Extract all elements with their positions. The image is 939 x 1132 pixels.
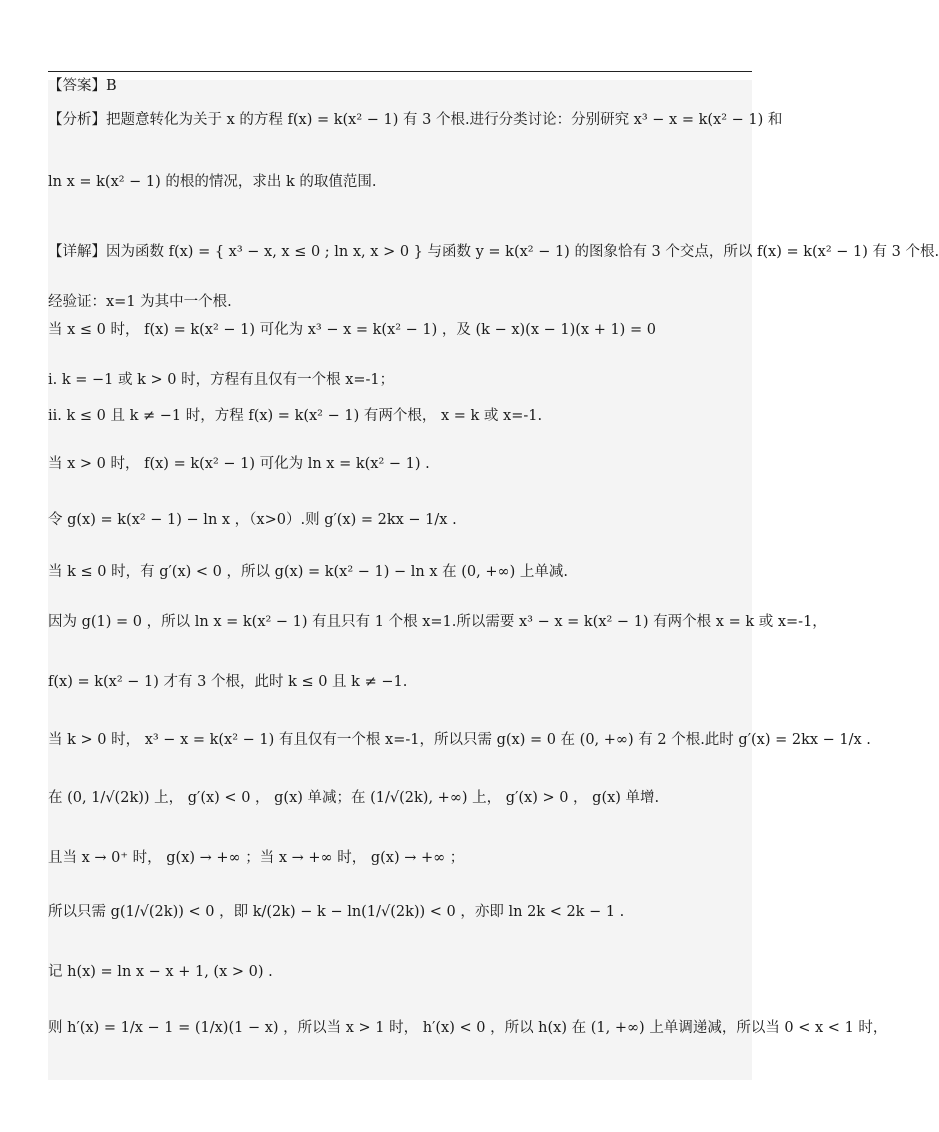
detail-line-8: 当 k ≤ 0 时，有 g′(x) < 0 ，所以 g(x) = k(x² − 1) − ln x 在 (0, +∞) 上单减. [48,564,568,580]
detail-line-10: f(x) = k(x² − 1) 才有 3 个根，此时 k ≤ 0 且 k ≠ −1. [48,674,408,690]
analysis-line-2: ln x = k(x² − 1) 的根的情况，求出 k 的取值范围. [48,174,377,190]
detail-line-6: 当 x > 0 时， f(x) = k(x² − 1) 可化为 ln x = k(x² − 1) . [48,456,430,472]
analysis-line-1: 【分析】把题意转化为关于 x 的方程 f(x) = k(x² − 1) 有 3 个根.进行分类讨论：分别研究 x³ − x = k(x² − 1) 和 [48,112,783,128]
detail-line-2: 经验证：x=1 为其中一个根. [48,294,232,310]
detail-line-11: 当 k > 0 时， x³ − x = k(x² − 1) 有且仅有一个根 x=-1，所以只需 g(x) = 0 在 (0, +∞) 有 2 个根.此时 g′(x) = 2kx − 1/x . [48,732,871,748]
detail-line-14: 所以只需 g(1/√(2k)) < 0 ，即 k/(2k) − k − ln(1/√(2k)) < 0 ，亦即 ln 2k < 2k − 1 . [48,904,625,920]
detail-line-9: 因为 g(1) = 0 ，所以 ln x = k(x² − 1) 有且只有 1 个根 x=1.所以需要 x³ − x = k(x² − 1) 有两个根 x = k 或 x=-1， [48,614,827,630]
detail-line-4: i. k = −1 或 k > 0 时，方程有且仅有一个根 x=-1； [48,372,395,388]
detail-line-15: 记 h(x) = ln x − x + 1, (x > 0) . [48,964,273,980]
detail-line-1: 【详解】因为函数 f(x) = { x³ − x, x ≤ 0 ; ln x, x > 0 } 与函数 y = k(x² − 1) 的图象恰有 3 个交点，所以 f(x) = k(x² − 1) 有 3 个根. [48,244,939,260]
detail-line-3: 当 x ≤ 0 时， f(x) = k(x² − 1) 可化为 x³ − x = k(x² − 1) ，及 (k − x)(x − 1)(x + 1) = 0 [48,322,656,338]
detail-line-12: 在 (0, 1/√(2k)) 上， g′(x) < 0 ， g(x) 单减；在 (1/√(2k), +∞) 上， g′(x) > 0 ， g(x) 单增. [48,790,660,806]
detail-line-5: ii. k ≤ 0 且 k ≠ −1 时，方程 f(x) = k(x² − 1) 有两个根， x = k 或 x=-1. [48,408,543,424]
detail-line-7: 令 g(x) = k(x² − 1) − ln x ，（x>0）.则 g′(x) = 2kx − 1/x . [48,512,457,528]
detail-line-16: 则 h′(x) = 1/x − 1 = (1/x)(1 − x) ，所以当 x > 1 时， h′(x) < 0 ，所以 h(x) 在 (1, +∞) 上单调递减，所以当 0 < x < 1 时， [48,1020,888,1036]
answer-line: 【答案】B [48,78,117,94]
detail-line-13: 且当 x → 0⁺ 时， g(x) → +∞ ；当 x → +∞ 时， g(x) → +∞ ； [48,850,465,866]
top-rule [48,71,752,72]
